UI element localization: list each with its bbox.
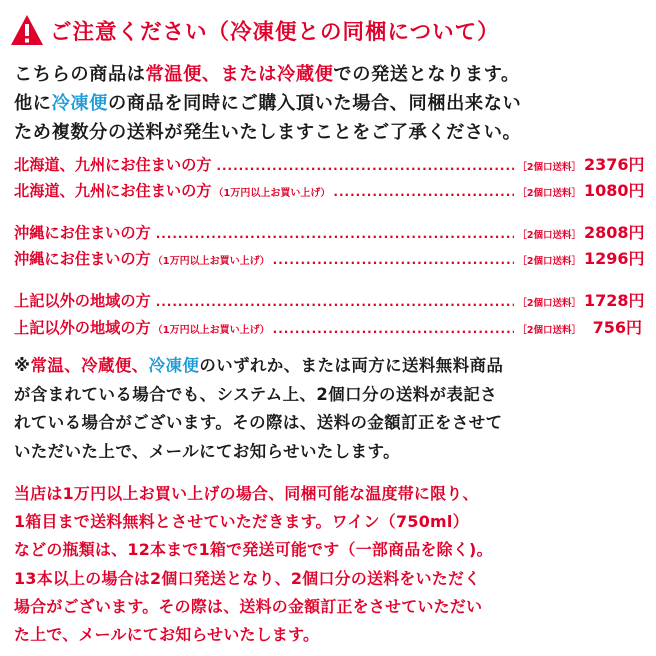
free-shipping-note <box>14 352 644 466</box>
shipping-row <box>14 315 642 339</box>
shipping-condition: （1万円以上お買い上げ） <box>152 325 270 336</box>
shipping-units: ［2個口送料］ <box>517 256 581 267</box>
notice-title: ご注意ください（冷凍便との同梱について） <box>50 19 500 45</box>
shipping-price: 756円 <box>592 318 642 337</box>
policy-line: 場合がございます。その際は、送料の金額訂正をさせていただい <box>14 596 483 616</box>
shipping-units: ［2個口送料］ <box>517 188 581 199</box>
policy-line: などの瓶類は、12本まで1箱で発送可能です（一部商品を除く)。 <box>14 540 493 560</box>
warning-triangle-icon <box>10 14 44 46</box>
policy-line: 13本以上の場合は2個口発送となり、2個口分の送料をいただく <box>14 568 481 588</box>
shipping-price: 1728円 <box>584 291 645 310</box>
intro-line: 他に冷凍便の商品を同時にご購入頂いた場合、同梱出来ない <box>14 93 522 114</box>
shipping-price: 1080円 <box>584 181 645 200</box>
shipping-row <box>14 178 645 202</box>
dot-leader <box>156 227 515 241</box>
intro-line: こちらの商品は常温便、または冷蔵便での発送となります。 <box>14 64 520 85</box>
shipping-row <box>14 220 645 244</box>
notice-header <box>10 12 646 48</box>
store-shipping-policy <box>14 480 644 649</box>
note-line: が含まれている場合でも、システム上、2個口分の送料が表記さ <box>14 384 498 404</box>
shipping-units: ［2個口送料］ <box>517 230 581 241</box>
dot-leader <box>333 185 514 199</box>
shipping-region: 上記以外の地域の方 <box>14 292 151 310</box>
shipping-units: ［2個口送料］ <box>517 162 581 173</box>
shipping-region: 沖縄にお住まいの方 <box>14 224 151 242</box>
note-line: れている場合がございます。その際は、送料の金額訂正をさせて <box>14 413 503 432</box>
dot-leader <box>216 159 514 173</box>
dot-leader <box>156 295 515 309</box>
policy-line: 1箱目まで送料無料とさせていただきます。ワイン（750ml） <box>14 512 469 532</box>
frozen-label: 冷凍便 <box>51 93 108 114</box>
shipping-region: 北海道、九州にお住まいの方 <box>14 156 212 174</box>
shipping-units: ［2個口送料］ <box>517 325 581 336</box>
shipping-condition: （1万円以上お買い上げ） <box>213 188 331 199</box>
shipping-price: 2808円 <box>584 223 645 242</box>
note-line: いただいた上で、メールにてお知らせいたします。 <box>14 441 401 461</box>
ambient-chilled-label: 常温、冷蔵便、 <box>30 356 149 375</box>
intro-line: ため複数分の送料が発生いたしますことをご了承ください。 <box>14 122 522 143</box>
shipping-row <box>14 152 645 176</box>
shipping-region: 北海道、九州にお住まいの方 <box>14 182 212 200</box>
policy-line: 当店は1万円以上お買い上げの場合、同梱可能な温度帯に限り、 <box>14 484 479 503</box>
shipping-units: ［2個口送料］ <box>517 298 581 309</box>
shipping-row <box>14 246 645 270</box>
dot-leader <box>273 253 515 267</box>
shipping-price: 1296円 <box>584 249 645 268</box>
ambient-chilled-label: 常温便、または冷蔵便 <box>145 64 334 85</box>
shipping-price: 2376円 <box>584 155 645 174</box>
shipping-row <box>14 288 645 312</box>
policy-line: た上で、メールにてお知らせいたします。 <box>14 625 320 645</box>
intro-text <box>14 60 644 147</box>
shipping-condition: （1万円以上お買い上げ） <box>152 256 270 267</box>
shipping-region: 上記以外の地域の方 <box>14 319 151 337</box>
dot-leader <box>273 322 515 336</box>
note-line: ※常温、冷蔵便、冷凍便のいずれか、または両方に送料無料商品 <box>14 356 504 375</box>
frozen-label: 冷凍便 <box>148 356 200 375</box>
shipping-region: 沖縄にお住まいの方 <box>14 250 151 268</box>
